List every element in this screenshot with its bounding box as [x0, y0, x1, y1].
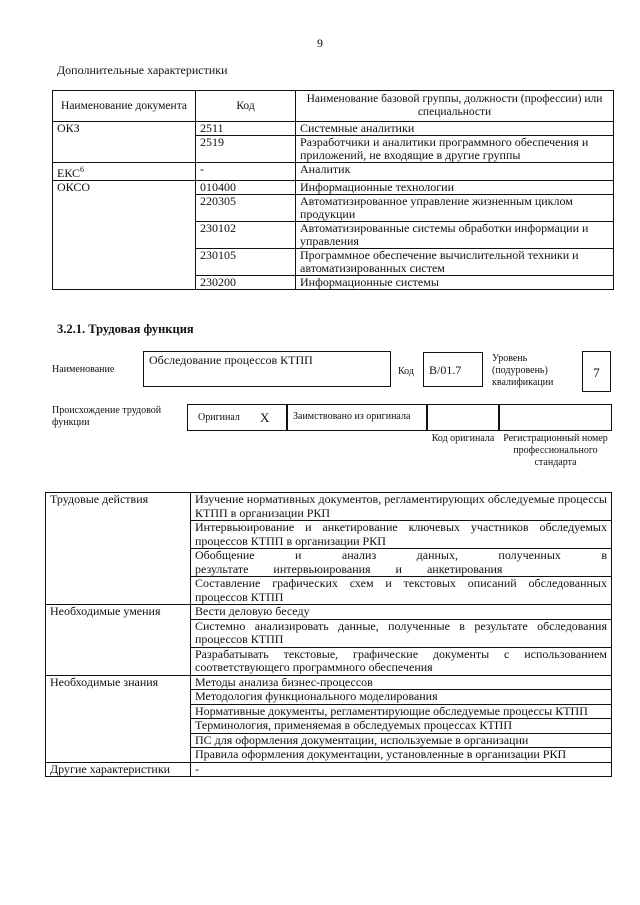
col-header-document: Наименование документа	[53, 91, 196, 122]
knowledge-item: ПС для оформления документации, используемые в организации	[191, 733, 612, 748]
table-row	[53, 136, 614, 163]
name-cell: Системные аналитики	[296, 122, 614, 136]
origin-label: Происхождение трудовой функции	[52, 405, 162, 428]
table-row	[46, 493, 612, 521]
other-item: -	[191, 762, 612, 777]
borrowed-label: Заимствовано из оригинала	[293, 411, 411, 422]
doc-cell	[53, 195, 196, 222]
code-original-label: Код оригинала	[431, 433, 495, 444]
reg-number-label: Регистрационный номер профессионального стандарта	[503, 433, 608, 468]
skill-item: Системно анализировать данные, полученные в результате обследования процессов КТПП	[191, 619, 612, 647]
doc-cell	[53, 249, 196, 276]
col-header-code: Код	[196, 91, 296, 122]
original-code-box	[427, 404, 499, 431]
labor-action-item: Составление графических схем и текстовых описаний обследованных процессов КТПП	[191, 577, 612, 605]
doc-cell	[53, 222, 196, 249]
name-cell: Разработчики и аналитики программного обеспечения и приложений, не входящие в другие группы	[296, 136, 614, 163]
classifier-table	[52, 90, 614, 290]
table-row	[53, 249, 614, 276]
section-label-skills: Необходимые умения	[46, 605, 191, 676]
code-cell: 220305	[196, 195, 296, 222]
knowledge-item: Методология функционального моделирования	[191, 690, 612, 705]
knowledge-item: Методы анализа бизнес-процессов	[191, 675, 612, 690]
footnote-mark: 6	[80, 165, 85, 174]
labor-action-item: Интервьюирование и анкетирование ключевых участников обследуемых процессов КТПП в организации РКП	[191, 521, 612, 549]
doc-name: ЕКС	[57, 166, 81, 180]
table-row	[53, 195, 614, 222]
table-row	[53, 181, 614, 195]
name-cell: Информационные системы	[296, 276, 614, 290]
name-label: Наименование	[52, 364, 115, 375]
code-cell: 230200	[196, 276, 296, 290]
original-label: Оригинал	[198, 412, 240, 423]
table-row	[46, 762, 612, 777]
table-row	[53, 222, 614, 249]
function-code-field: B/01.7	[423, 352, 483, 387]
table-row	[53, 276, 614, 290]
section-label-knowledge: Необходимые знания	[46, 675, 191, 762]
name-cell: Аналитик	[296, 163, 614, 181]
doc-cell: ОКЗ	[53, 122, 196, 136]
knowledge-item: Нормативные документы, регламентирующие обследуемые процессы КТПП	[191, 704, 612, 719]
qualification-level-label: Уровень (подуровень) квалификации	[492, 353, 554, 388]
table-row	[46, 605, 612, 620]
labor-function-details-table	[45, 492, 612, 777]
reg-number-box	[499, 404, 612, 431]
code-cell: 230102	[196, 222, 296, 249]
table-row	[53, 122, 614, 136]
name-cell: Информационные технологии	[296, 181, 614, 195]
table-row	[53, 163, 614, 181]
code-cell: 010400	[196, 181, 296, 195]
name-cell: Программное обеспечение вычислительной техники и автоматизированных систем	[296, 249, 614, 276]
code-cell: -	[196, 163, 296, 181]
borrowed-box	[287, 404, 427, 431]
name-cell: Автоматизированные системы обработки информации и управления	[296, 222, 614, 249]
skill-item: Разрабатывать текстовые, графические документы с использованием соответствующего программного обеспечения	[191, 647, 612, 675]
knowledge-item: Терминология, применяемая в обследуемых процессах КТПП	[191, 719, 612, 734]
doc-cell	[53, 136, 196, 163]
qualification-level-field: 7	[582, 351, 611, 392]
original-box	[187, 404, 287, 431]
table-header-row	[53, 91, 614, 122]
table-row	[46, 675, 612, 690]
section-label-other: Другие характеристики	[46, 762, 191, 777]
skill-item: Вести деловую беседу	[191, 605, 612, 620]
code-cell: 2519	[196, 136, 296, 163]
col-header-name: Наименование базовой группы, должности (профессии) или специальности	[296, 91, 614, 122]
doc-cell: ОКСО	[53, 181, 196, 195]
page-number: 9	[317, 36, 323, 50]
code-label: Код	[398, 366, 414, 377]
code-cell: 230105	[196, 249, 296, 276]
section-label-labor-actions: Трудовые действия	[46, 493, 191, 605]
section-title: Дополнительные характеристики	[57, 63, 228, 77]
original-mark: X	[260, 410, 270, 425]
labor-action-item: Обобщение и анализ данных, полученных в результате интервьюирования и анкетирования	[191, 549, 612, 577]
function-name-field: Обследование процессов КТПП	[143, 351, 391, 387]
knowledge-item: Правила оформления документации, установленные в организации РКП	[191, 748, 612, 763]
doc-cell	[53, 276, 196, 290]
labor-action-item: Изучение нормативных документов, регламентирующих обследуемые процессы КТПП в организации РКП	[191, 493, 612, 521]
code-cell: 2511	[196, 122, 296, 136]
labor-function-heading: 3.2.1. Трудовая функция	[57, 322, 194, 336]
name-cell: Автоматизированное управление жизненным циклом продукции	[296, 195, 614, 222]
doc-cell	[53, 163, 196, 181]
